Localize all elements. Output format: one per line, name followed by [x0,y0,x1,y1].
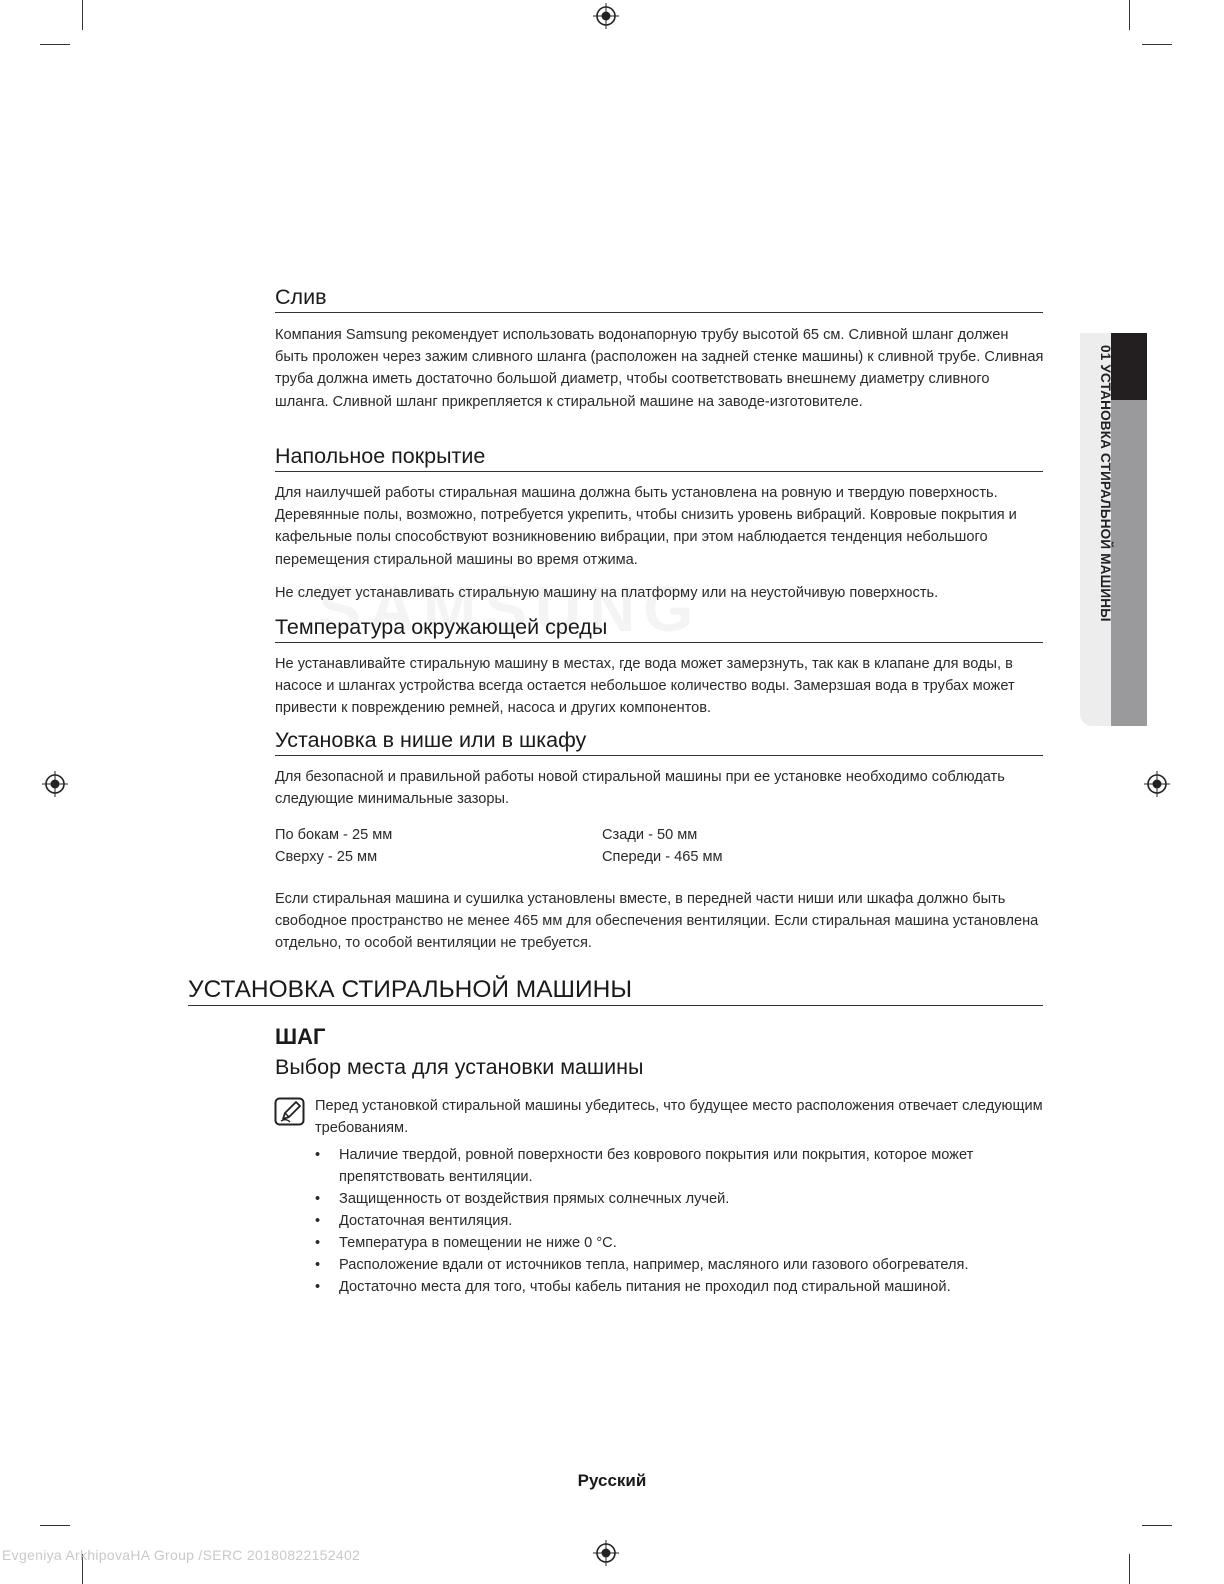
list-item: • Наличие твердой, ровной поверхности без коврового покрытия или покрытия, которое может препятствовать вентиляции. [315,1144,1055,1188]
crop-mark [82,0,83,30]
footer-meta: Evgeniya ArkhipovaHA Group /SERC 20180822152402 [2,1547,361,1563]
registration-mark-icon [593,1540,619,1566]
side-tab-black-block [1111,333,1147,400]
floor-text: Для наилучшей работы стиральная машина должна быть установлена на ровную и твердую поверхность. Деревянные полы, возможно, потребуется укрепить, чтобы снизить уровень вибраций. Ковровые покрытия и кафельные полы способствуют возникновению вибрации, при этом наблюдается тенденция небольшого перемещения стиральной машины во время отжима. [275,485,1017,568]
registration-mark-icon [593,3,619,29]
crop-mark [1142,1525,1172,1526]
requirements-list [315,1144,1055,1298]
registration-mark-icon [1144,771,1170,797]
chapter-title: УСТАНОВКА СТИРАЛЬНОЙ МАШИНЫ [188,974,1043,1006]
footer-language: Русский [577,1471,647,1490]
registration-mark-icon [42,771,68,797]
section-title-temperature: Температура окружающей среды [275,614,1043,643]
list-item: • Температура в помещении не ниже 0 °C. [315,1232,1055,1254]
list-item: • Достаточная вентиляция. [315,1210,1055,1232]
crop-mark [1129,1554,1130,1584]
drain-text: Компания Samsung рекомендует использовать водонапорную трубу высотой 65 см. Сливной шланг должен быть проложен через зажим сливного шланга (расположен на задней стенке машины) к сливной трубе. Сливная труба должна иметь достаточно большой диаметр, чтобы соответствовать внешнему диаметру сливного шланга. Сливной шланг прикрепляется к стиральной машине на заводе-изготовителе. [275,327,1044,410]
section-title-niche: Установка в нише или в шкафу [275,727,1043,756]
crop-mark [1142,44,1172,45]
temperature-text: Не устанавливайте стиральную машину в местах, где вода может замерзнуть, так как в клапане для воды, в насосе и шлангах устройства всегда остается небольшое количество воды. Замерзшая вода в трубах может привести к повреждению ремней, насоса и других компонентов. [275,656,1015,717]
note-icon [274,1097,306,1127]
clearance-rear: Сзади - 50 мм [602,827,698,843]
clearance-front: Спереди - 465 мм [602,849,723,865]
side-tab-grey-block [1111,400,1147,726]
niche-text: Для безопасной и правильной работы новой стиральной машины при ее установке необходимо соблюдать следующие минимальные зазоры. [275,769,1005,808]
install-subtitle: Выбор места для установки машины [275,1055,644,1079]
section-title-floor: Напольное покрытие [275,443,1043,472]
clearance-sides: По бокам - 25 мм [275,827,393,843]
floor-text-2: Не следует устанавливать стиральную машину на платформу или на неустойчивую поверхность. [275,585,939,601]
list-item: • Защищенность от воздействия прямых солнечных лучей. [315,1188,1055,1210]
niche-text-2: Если стиральная машина и сушилка установлены вместе, в передней части ниши или шкафа должно быть свободное пространство не менее 465 мм для обеспечения вентиляции. Если стиральная машина установлена отдельно, то особой вентиляции не требуется. [275,891,1039,952]
note-text: Перед установкой стиральной машины убедитесь, что будущее место расположения отвечает следующим требованиям. [315,1098,1043,1137]
crop-mark [40,1525,70,1526]
crop-mark [40,44,70,45]
section-title-drain: Слив [275,284,1043,313]
crop-mark [1129,0,1130,30]
clearance-top: Сверху - 25 мм [275,849,378,865]
list-item: • Расположение вдали от источников тепла, например, масляного или газового обогревателя. [315,1254,1055,1276]
list-item: • Достаточно места для того, чтобы кабель питания не проходил под стиральной машиной. [315,1276,1055,1298]
side-tab-label: 01 УСТАНОВКА СТИРАЛЬНОЙ МАШИНЫ [1098,345,1113,622]
step-label: ШАГ [275,1024,326,1049]
